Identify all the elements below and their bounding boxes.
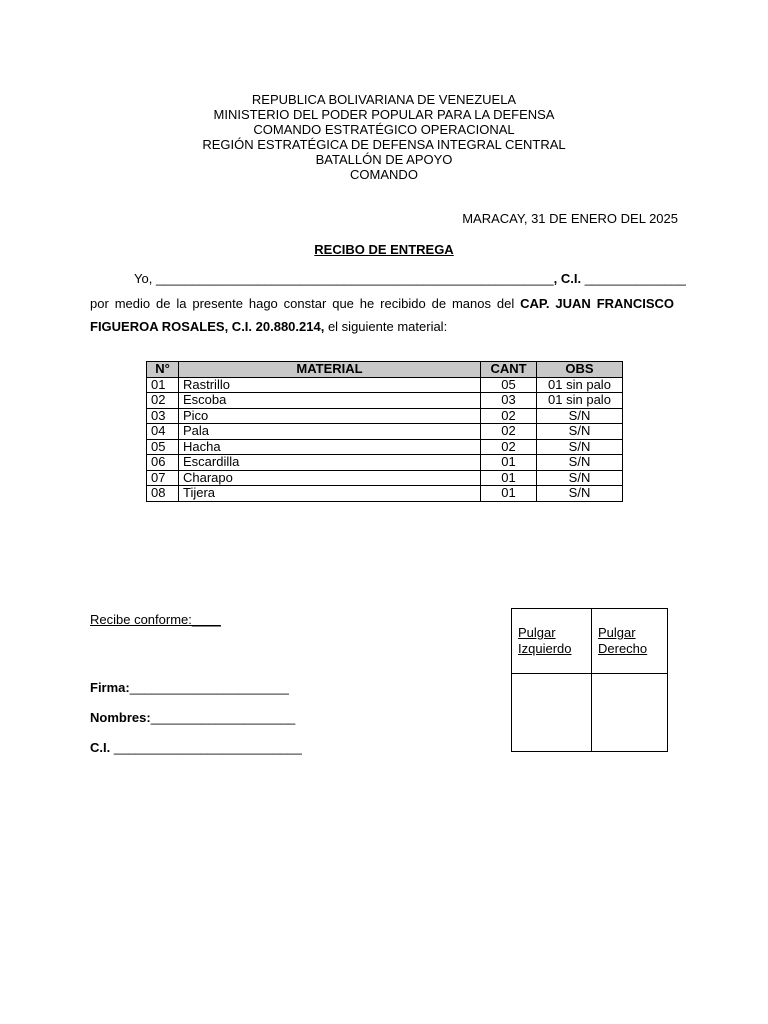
recibe-conforme-label: Recibe conforme:____ — [90, 612, 221, 627]
fingerprint-box — [511, 608, 668, 752]
header-line-5: BATALLÓN DE APOYO — [315, 152, 453, 167]
nombres-field — [90, 710, 295, 725]
table-row — [147, 455, 623, 471]
cell-observations: S/N — [537, 424, 623, 440]
header-line-4: REGIÓN ESTRATÉGICA DE DEFENSA INTEGRAL CENTRAL — [202, 137, 566, 152]
statement-text-after: el siguiente material: — [327, 319, 448, 334]
cell-number: 01 — [147, 377, 179, 393]
cell-number: 08 — [147, 486, 179, 502]
cell-material: Tijera — [179, 486, 481, 502]
statement-paragraph — [90, 292, 674, 338]
right-thumb-label — [598, 625, 647, 657]
header-number: N° — [147, 362, 179, 378]
cell-quantity: 03 — [481, 393, 537, 409]
cell-observations: 01 sin palo — [537, 377, 623, 393]
cell-quantity: 01 — [481, 455, 537, 471]
recipient-ci-blank: ______________ — [584, 271, 686, 286]
table-row — [147, 486, 623, 502]
header-material: MATERIAL — [179, 362, 481, 378]
table-header-row — [147, 362, 623, 378]
table-row — [147, 393, 623, 409]
cell-material: Charapo — [179, 470, 481, 486]
document-date: MARACAY, 31 DE ENERO DEL 2025 — [462, 211, 678, 226]
header-line-6: COMANDO — [350, 167, 418, 182]
table-row — [147, 470, 623, 486]
fingerprint-divider-horizontal — [512, 673, 667, 674]
document-title: RECIBO DE ENTREGA — [314, 242, 454, 257]
right-thumb-label-line2: Derecho — [598, 641, 648, 656]
left-thumb-label — [518, 625, 571, 657]
ci-field — [90, 740, 302, 755]
cell-observations: S/N — [537, 408, 623, 424]
cell-number: 06 — [147, 455, 179, 471]
sender-name: CAP. JUAN FRANCISCO FIGUEROA ROSALES, C.I. 20.880.214, — [90, 296, 674, 334]
yo-label: Yo, — [134, 271, 153, 286]
firma-field — [90, 680, 289, 695]
cell-material: Escardilla — [179, 455, 481, 471]
materials-table — [146, 361, 623, 502]
cell-quantity: 01 — [481, 486, 537, 502]
cell-number: 03 — [147, 408, 179, 424]
nombres-label: Nombres: — [90, 710, 151, 725]
cell-number: 02 — [147, 393, 179, 409]
table-row — [147, 377, 623, 393]
ci-field-label: C.I. — [90, 740, 111, 755]
ci-label: , C.I. — [553, 271, 582, 286]
cell-observations: S/N — [537, 486, 623, 502]
header-observations: OBS — [537, 362, 623, 378]
cell-number: 05 — [147, 439, 179, 455]
cell-number: 07 — [147, 470, 179, 486]
cell-observations: 01 sin palo — [537, 393, 623, 409]
cell-material: Pala — [179, 424, 481, 440]
recipient-name-blank: _______________________________________________________ — [155, 271, 554, 286]
header-line-2: MINISTERIO DEL PODER POPULAR PARA LA DEFENSA — [213, 107, 555, 122]
statement-text-before: por medio de la presente hago constar que he recibido de manos del — [90, 296, 515, 311]
cell-material: Hacha — [179, 439, 481, 455]
nombres-blank: ____________________ — [150, 710, 296, 725]
table-row — [147, 424, 623, 440]
cell-quantity: 02 — [481, 439, 537, 455]
header-line-3: COMANDO ESTRATÉGICO OPERACIONAL — [253, 122, 515, 137]
firma-label: Firma: — [90, 680, 130, 695]
cell-material: Escoba — [179, 393, 481, 409]
cell-quantity: 05 — [481, 377, 537, 393]
cell-quantity: 02 — [481, 408, 537, 424]
header-quantity: CANT — [481, 362, 537, 378]
ci-blank: __________________________ — [113, 740, 302, 755]
document-header — [0, 92, 768, 182]
cell-quantity: 01 — [481, 470, 537, 486]
table-row — [147, 408, 623, 424]
cell-quantity: 02 — [481, 424, 537, 440]
left-thumb-label-line2: Izquierdo — [518, 641, 572, 656]
header-line-1: REPUBLICA BOLIVARIANA DE VENEZUELA — [251, 92, 517, 107]
table-row — [147, 439, 623, 455]
left-thumb-label-line1: Pulgar — [518, 625, 556, 640]
cell-observations: S/N — [537, 455, 623, 471]
cell-observations: S/N — [537, 439, 623, 455]
cell-material: Pico — [179, 408, 481, 424]
right-thumb-label-line1: Pulgar — [598, 625, 636, 640]
cell-number: 04 — [147, 424, 179, 440]
fingerprint-divider-vertical — [591, 609, 592, 751]
recipient-line — [90, 271, 686, 286]
cell-observations: S/N — [537, 470, 623, 486]
cell-material: Rastrillo — [179, 377, 481, 393]
firma-blank: ______________________ — [129, 680, 289, 695]
